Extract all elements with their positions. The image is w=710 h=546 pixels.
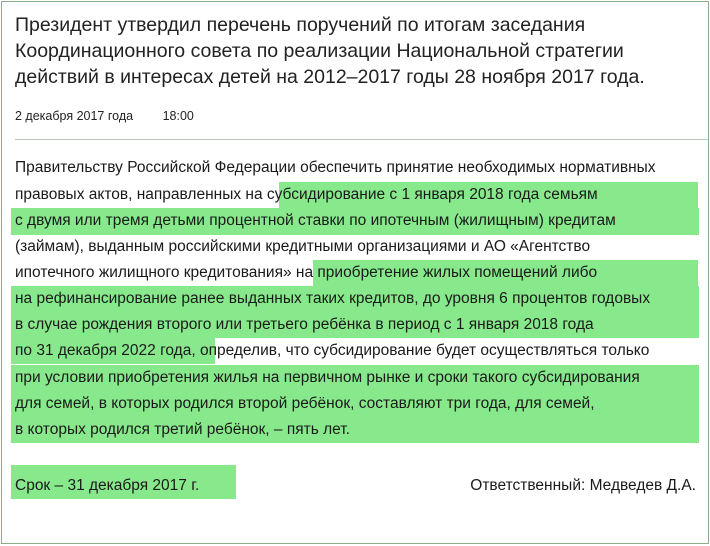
deadline: Срок – 31 декабря 2017 г. [15, 477, 200, 494]
body-line: при условии приобретения жилья на первичном рынке и сроки такого субсидирования [15, 369, 640, 386]
publication-meta [15, 109, 194, 123]
body-line: в которых родился третий ребёнок, – пять лет. [15, 421, 350, 438]
body-line: в случае рождения второго или третьего ребёнка в период с 1 января 2018 года [15, 316, 594, 333]
responsible-person: Ответственный: Медведев Д.А. [470, 477, 696, 494]
page-title: Президент утвердил перечень поручений по итогам заседания Координационного совета по реализации Национальной стратегии действий в интересах детей на 2012–2017 годы 28 ноября 2017 года. [15, 14, 645, 88]
body-line: по 31 декабря 2022 года, определив, что субсидирование будет осуществляться только [15, 342, 650, 359]
body-line: с двумя или тремя детьми процентной ставки по ипотечным (жилищным) кредитам [15, 212, 616, 229]
body-line: на рефинансирование ранее выданных таких кредитов, до уровня 6 процентов годовых [15, 290, 651, 307]
document-frame [1, 1, 709, 544]
body-line: Правительству Российской Федерации обеспечить принятие необходимых нормативных [15, 159, 656, 176]
body-line: правовых актов, направленных на субсидирование с 1 января 2018 года семьям [15, 186, 598, 203]
divider [15, 139, 709, 140]
body-line: для семей, в которых родился второй ребёнок, составляют три года, для семей, [15, 395, 595, 412]
body-line: (займам), выданным российскими кредитными организациями и АО «Агентство [15, 238, 591, 255]
body-line: ипотечного жилищного кредитования» на приобретение жилых помещений либо [15, 264, 598, 281]
publication-time: 18:00 [162, 109, 194, 123]
publication-date: 2 декабря 2017 года [15, 109, 134, 123]
